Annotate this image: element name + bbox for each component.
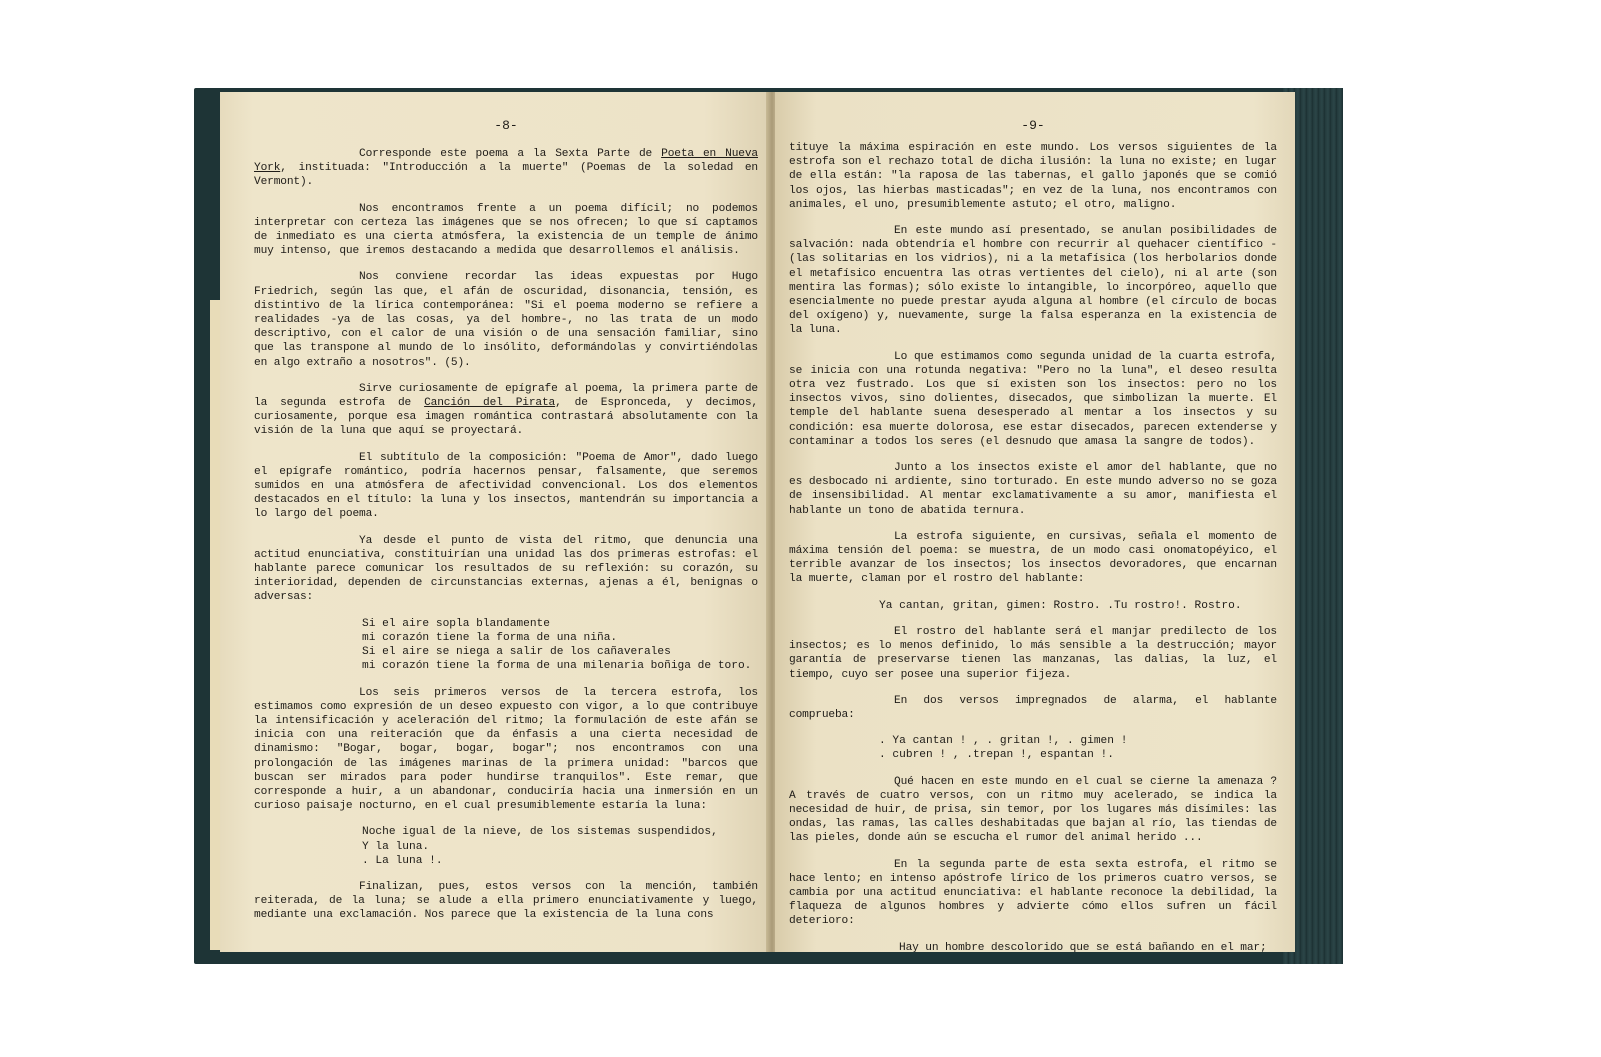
verse-line: mi corazón tiene la forma de una niña.	[362, 631, 618, 644]
paragraph: Junto a los insectos existe el amor del hablante, que no es desbocado ni ardiente, sino torturado. En este mundo adverso no se goza de insensibilidad. Al mentar exclamativamente a su amor, manifiesta el hablante un tono de abatida ternura.	[789, 462, 1277, 517]
verse-line: . La luna !.	[362, 854, 443, 867]
page-number-left: -8-	[494, 118, 518, 133]
verse-quote	[362, 825, 758, 868]
paragraph: Nos encontramos frente a un poema difícil; no podemos interpretar con certeza las imágenes que se nos ofrecen; lo que sí captamos de inmediato es una cierta atmósfera, la existencia de un temple de ánimo muy intenso, que iremos destacando a medida que desarrollemos el análisis.	[254, 202, 758, 258]
verse-line: Si el aire sopla blandamente	[362, 617, 550, 630]
verse-quote	[362, 617, 758, 674]
verse-line: Si el aire se niega a salir de los cañaverales	[362, 646, 671, 659]
paragraph: Qué hacen en este mundo en el cual se cierne la amenaza ? A través de cuatro versos, con un ritmo muy acelerado, se indica la necesidad de huir, de prisa, sin temor, por los lugares más disímiles: las ondas, las ramas, las calles deshabitadas que bajan al río, las tiendas de las pieles, donde aún se escucha el rumor del animal herido ...	[789, 775, 1277, 845]
verse-line: mi corazón tiene la forma de una milenaria boñiga de toro.	[362, 660, 752, 673]
paragraph: Finalizan, pues, estos versos con la mención, también reiterada, de la luna; se alude a ella primero enunciativamente y luego, mediante una exclamación. Nos parece que la existencia de la luna cons	[254, 880, 758, 922]
paragraph: En dos versos impregnados de alarma, el hablante comprueba:	[789, 694, 1277, 721]
poem-title: Canción del Pirata	[424, 397, 556, 410]
paragraph: En este mundo así presentado, se anulan posibilidades de salvación: nada obtendría el hombre con recurrir al quehacer científico - (las solitarias en los vidrios), ni a la metafísica (los herbolarios donde el metafísico encuentra las otras vertientes del cielo), ni al arte (son mentira las formas); sólo existe lo intangible, lo incorpóreo, aquello que esencialmente no puede prestar ayuda alguna al hombre (el círculo de bocas del oxígeno) y, nuevamente, surge la falsa esperanza en la existencia de la luna.	[789, 225, 1277, 337]
left-page	[220, 92, 770, 952]
verse-line: . cubren ! , .trepan !, espantan !.	[879, 749, 1114, 762]
right-page	[775, 92, 1295, 952]
paragraph: La estrofa siguiente, en cursivas, señala el momento de máxima tensión del poema: se muestra, de un modo casi onomatopéyico, el terrible avanzar de los insectos; los insectos devoradores, que encarnan la muerte, claman por el rostro del hablante:	[789, 530, 1277, 586]
verse-quote	[879, 599, 1277, 613]
verse-line: Y la luna.	[362, 840, 430, 853]
verse-line: Ya cantan, gritan, gimen: Rostro. .Tu rostro!. Rostro.	[879, 599, 1242, 612]
paragraph: Los seis primeros versos de la tercera estrofa, los estimamos como expresión de un deseo expuesto con vigor, a lo que contribuye la intensificación y aceleración del ritmo; la formulación de este afán se inicia con una reiteración que da énfasis a una cierta necesidad de dinamismo: "Bogar, bogar, bogar, bogar"; nos encontramos con una prolongación de las imágenes marinas de la primera unidad: "barcos que buscan ser mirados para poder hundirse tranquilos". Este remar, que corresponde a huir, a un abandonar, conduciría hacia una inmersión en un curioso paisaje nocturno, en el cual presumiblemente estaría la luna:	[254, 686, 758, 813]
paragraph: Sirve curiosamente de epígrafe al poema, la primera parte de la segunda estrofa de Canción del Pirata, de Espronceda, y decimos, curiosamente, porque esa imagen romántica contrastará absolutamente con la visión de la luna que aquí se proyectará.	[254, 382, 758, 438]
paragraph: En la segunda parte de esta sexta estrofa, el ritmo se hace lento; en intenso apóstrofe lírico de los primeros cuatro versos, se cambia por una actitud enunciativa: el hablante reconoce la debilidad, la flaqueza de algunos hombres y advierte cómo ellos sufren un fácil deterioro:	[789, 858, 1277, 928]
paragraph: El rostro del hablante será el manjar predilecto de los insectos; es lo menos definido, lo más sensible a la destrucción; mayor garantía de preservarse tienen las manzanas, las dalias, la luz, el tiempo, cuyo ser posee una superior fijeza.	[789, 625, 1277, 681]
paragraph: Nos conviene recordar las ideas expuestas por Hugo Friedrich, según las que, el afán de oscuridad, disonancia, tensión, es distintivo de la lírica contemporánea: "Si el poema moderno se refiere a realidades -ya de las cosas, ya del hombre-, no las trata de un modo descriptivo, con el calor de una visión o de una sensación familiar, sino que las transpone al mundo de lo insólito, deformándolas y convirtiéndolas en algo extraño a nosotros". (5).	[254, 271, 758, 369]
verse-quote	[879, 734, 1277, 762]
paragraph: tituye la máxima espiración en este mundo. Los versos siguientes de la estrofa son el rechazo total de dicha ilusión: la luna no existe; en lugar de ella están: "la raposa de las tabernas, el gallo japonés que se comió los ojos, las hierbas masticadas"; en vez de la luna, nos encontramos con animales, el uno, presumiblemente astuto; el otro, maligno.	[789, 142, 1277, 211]
verse-line: Noche igual de la nieve, de los sistemas suspendidos,	[362, 826, 718, 839]
verse-line: Hay un hombre descolorido que se está bañando en el mar;	[899, 941, 1267, 952]
book-title: Poeta en Nueva York	[254, 148, 758, 175]
page-number-right: -9-	[1021, 118, 1045, 133]
paragraph: Ya desde el punto de vista del ritmo, que denuncia una actitud enunciativa, constituirían una unidad las dos primeras estrofas: el hablante parece comunicar los resultados de su reflexión: su corazón, su interioridad, dependen de circunstancias externas, ajenas a él, benignas o adversas:	[254, 534, 758, 604]
verse-line: . Ya cantan ! , . gritan !, . gimen !	[879, 735, 1128, 748]
paragraph: El subtítulo de la composición: "Poema de Amor", dado luego el epígrafe romántico, podría hacernos pensar, falsamente, que seremos sumidos en una atmósfera de afectividad convencional. Los dos elementos destacados en el título: la luna y los insectos, mantendrán su importancia a lo largo del poema.	[254, 451, 758, 521]
paragraph: Lo que estimamos como segunda unidad de la cuarta estrofa, se inicia con una rotunda negativa: "Pero no la luna", el deseo resulta otra vez fustrado. Los que sí existen son los insectos: pero no los insectos vivos, sino dolientes, disecados, que simbolizan la muerte. El temple del hablante suena desesperado al mentar a los insectos y su condición: esa muerte dolorosa, ese estar disecados, parecen extenderse y contaminar a todos los seres (el desnudo que amasa la sangre de todos).	[789, 350, 1277, 448]
paragraph: Corresponde este poema a la Sexta Parte de Poeta en Nueva York, instituada: "Introducción a la muerte" (Poemas de la soledad en Vermont).	[254, 148, 758, 189]
